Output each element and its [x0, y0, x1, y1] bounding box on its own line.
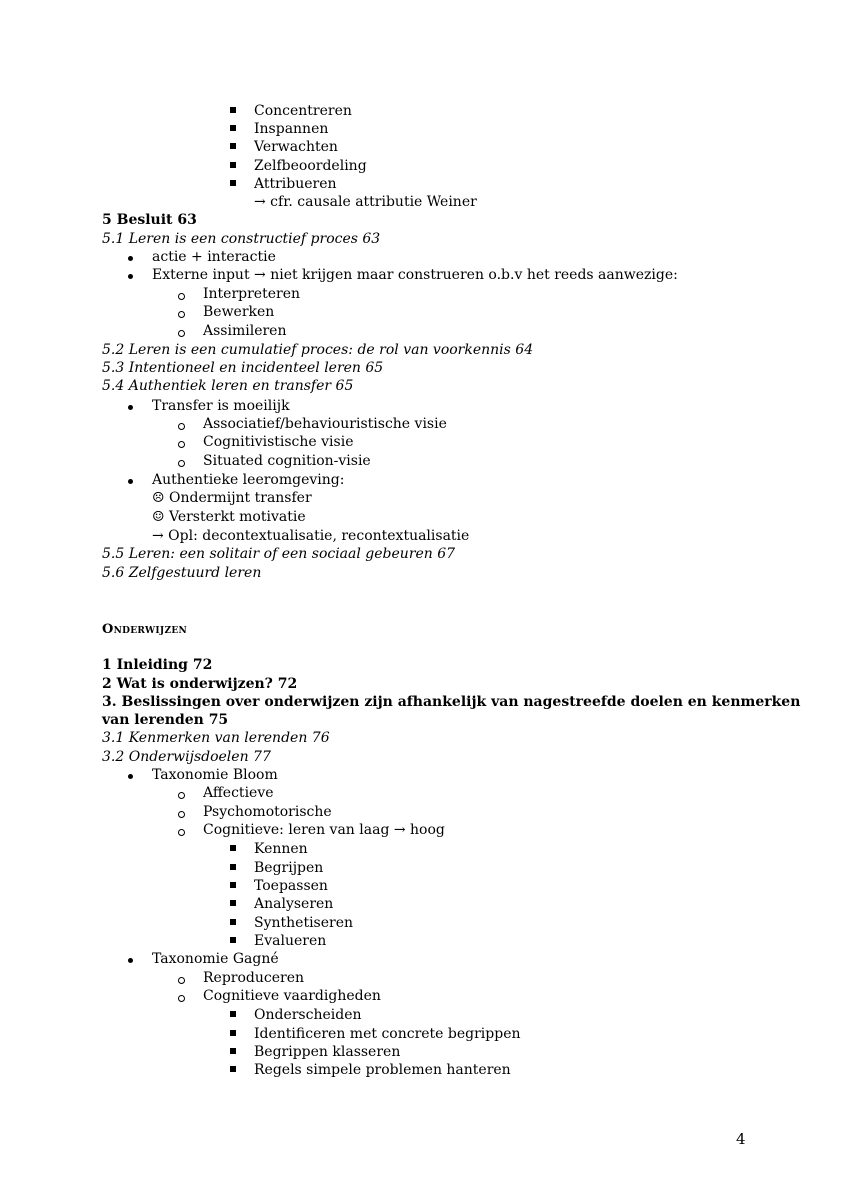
circle-bullet-icon [178, 330, 185, 337]
list-item: Cognitieve: leren van laag → hoog [203, 822, 445, 838]
circle-bullet-icon [178, 829, 185, 836]
chapter-heading: Onderwijzen [102, 622, 188, 637]
round-bullet-icon [128, 774, 133, 779]
list-item: Cognitivistische visie [203, 434, 354, 450]
list-item: Interpreteren [203, 286, 300, 302]
page-number: 4 [736, 1130, 746, 1148]
square-bullet-icon [230, 180, 236, 186]
square-bullet-icon [230, 125, 236, 131]
circle-bullet-icon [178, 995, 185, 1002]
list-item: Inspannen [254, 121, 329, 137]
section-heading: 3. Beslissingen over onderwijzen zijn afhankelijk van nagestreefde doelen en kenmerken [102, 694, 801, 710]
subsection-heading: 5.6 Zelfgestuurd leren [102, 565, 262, 581]
list-item: Authentieke leeromgeving: [152, 472, 345, 488]
round-bullet-icon [128, 405, 133, 410]
list-item: Cognitieve vaardigheden [203, 988, 381, 1004]
list-note: → cfr. causale attributie Weiner [254, 194, 477, 210]
section-heading: 1 Inleiding 72 [102, 657, 213, 673]
list-item: actie + interactie [152, 249, 276, 265]
list-item: Externe input → niet krijgen maar construeren o.b.v het reeds aanwezige: [152, 267, 678, 283]
list-item: Kennen [254, 841, 308, 857]
circle-bullet-icon [178, 293, 185, 300]
circle-bullet-icon [178, 311, 185, 318]
list-item: Onderscheiden [254, 1007, 362, 1023]
list-item: Situated cognition-visie [203, 453, 371, 469]
round-bullet-icon [128, 958, 133, 963]
list-note: ☺ Versterkt motivatie [152, 509, 306, 525]
list-item: Assimileren [203, 323, 287, 339]
list-item: Begrippen klasseren [254, 1044, 401, 1060]
circle-bullet-icon [178, 977, 185, 984]
square-bullet-icon [230, 900, 236, 906]
circle-bullet-icon [178, 460, 185, 467]
square-bullet-icon [230, 937, 236, 943]
square-bullet-icon [230, 162, 236, 168]
list-item: Concentreren [254, 103, 352, 119]
round-bullet-icon [128, 274, 133, 279]
square-bullet-icon [230, 1048, 236, 1054]
circle-bullet-icon [178, 423, 185, 430]
list-item: Evalueren [254, 933, 327, 949]
list-item: Taxonomie Gagné [152, 951, 279, 967]
square-bullet-icon [230, 1011, 236, 1017]
list-item: Taxonomie Bloom [152, 767, 278, 783]
list-item: Reproduceren [203, 970, 305, 986]
circle-bullet-icon [178, 441, 185, 448]
subsection-heading: 5.2 Leren is een cumulatief proces: de rol van voorkennis 64 [102, 342, 534, 358]
list-item: Identificeren met concrete begrippen [254, 1026, 521, 1042]
list-note: ☹ Ondermijnt transfer [152, 490, 312, 506]
square-bullet-icon [230, 882, 236, 888]
list-item: Begrijpen [254, 860, 324, 876]
list-item: Synthetiseren [254, 915, 354, 931]
square-bullet-icon [230, 864, 236, 870]
circle-bullet-icon [178, 792, 185, 799]
list-item: Transfer is moeilijk [152, 398, 290, 414]
circle-bullet-icon [178, 811, 185, 818]
round-bullet-icon [128, 479, 133, 484]
list-item: Zelfbeoordeling [254, 158, 367, 174]
section-heading: 5 Besluit 63 [102, 212, 197, 228]
round-bullet-icon [128, 256, 133, 261]
square-bullet-icon [230, 143, 236, 149]
list-item: Regels simpele problemen hanteren [254, 1062, 511, 1078]
subsection-heading: 5.1 Leren is een constructief proces 63 [102, 231, 381, 247]
list-item: Associatief/behaviouristische visie [203, 416, 447, 432]
list-item: Analyseren [254, 896, 334, 912]
subsection-heading: 5.3 Intentioneel en incidenteel leren 65 [102, 360, 384, 376]
square-bullet-icon [230, 1066, 236, 1072]
subsection-heading: 3.2 Onderwijsdoelen 77 [102, 749, 271, 765]
list-item: Toepassen [254, 878, 328, 894]
section-heading: van lerenden 75 [102, 712, 229, 728]
subsection-heading: 5.5 Leren: een solitair of een sociaal gebeuren 67 [102, 546, 456, 562]
list-item: Attribueren [254, 176, 337, 192]
list-item: Affectieve [203, 785, 274, 801]
list-item: Verwachten [254, 139, 338, 155]
square-bullet-icon [230, 845, 236, 851]
section-heading: 2 Wat is onderwijzen? 72 [102, 676, 298, 692]
square-bullet-icon [230, 1030, 236, 1036]
list-note: → Opl: decontextualisatie, recontextualisatie [152, 528, 470, 544]
square-bullet-icon [230, 919, 236, 925]
square-bullet-icon [230, 107, 236, 113]
list-item: Psychomotorische [203, 804, 332, 820]
list-item: Bewerken [203, 304, 275, 320]
subsection-heading: 5.4 Authentiek leren en transfer 65 [102, 378, 354, 394]
subsection-heading: 3.1 Kenmerken van lerenden 76 [102, 730, 330, 746]
